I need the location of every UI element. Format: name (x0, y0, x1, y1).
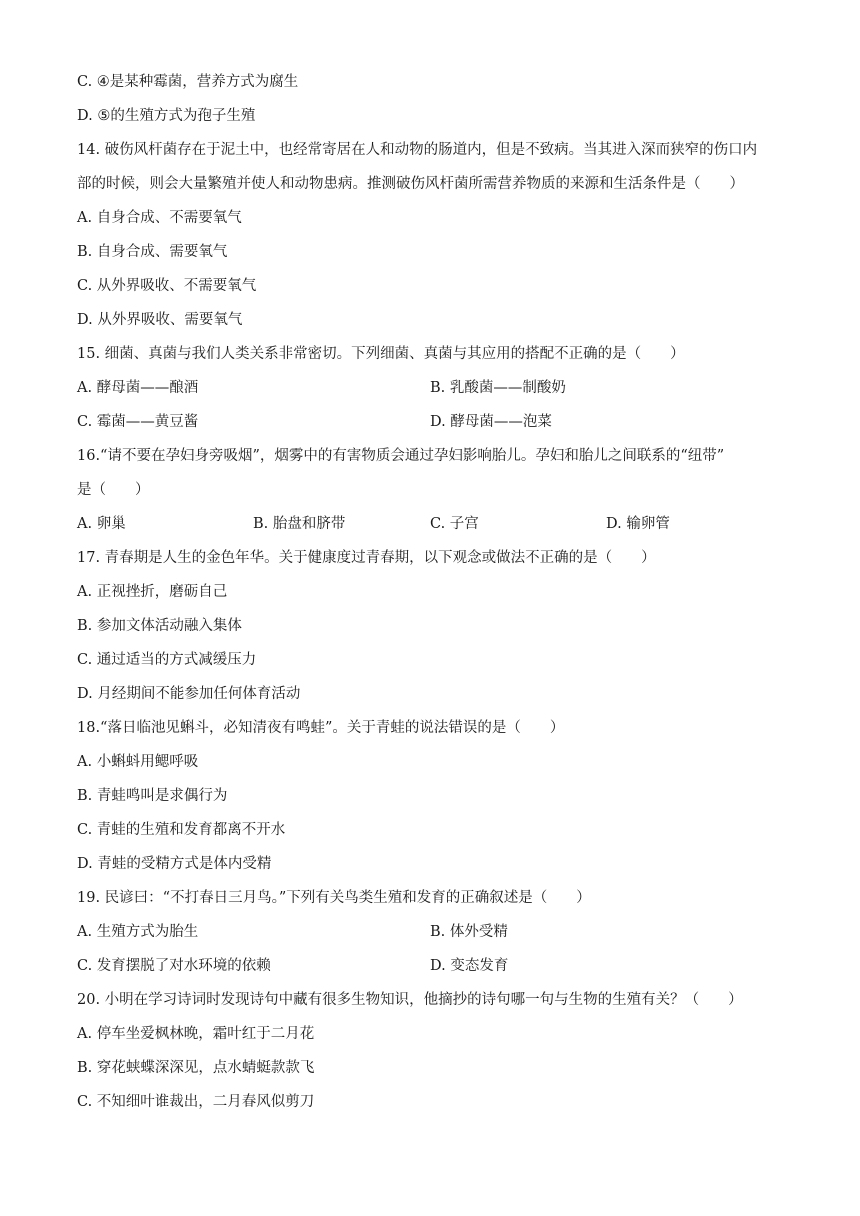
q15-option-c: C. 霉菌——黄豆酱 (77, 414, 199, 430)
q16-option-d: D. 输卵管 (606, 516, 670, 532)
q17-option-b: B. 参加文体活动融入集体 (77, 618, 242, 634)
q13-option-d: D. ⑤的生殖方式为孢子生殖 (77, 108, 256, 124)
q19-option-b: B. 体外受精 (430, 924, 508, 940)
q14-stem-line2: 部的时候，则会大量繁殖并使人和动物患病。推测破伤风杆菌所需营养物质的来源和生活条件是（ ） (77, 176, 744, 192)
q19-option-d: D. 变态发育 (430, 958, 509, 974)
q16-stem-line2: 是（ ） (77, 482, 150, 498)
q18-option-a: A. 小蝌蚪用鳃呼吸 (77, 754, 199, 770)
q19-stem: 19. 民谚曰：“不打春日三月鸟。”下列有关鸟类生殖和发育的正确叙述是（ ） (77, 890, 591, 906)
q14-option-d: D. 从外界吸收、需要氧气 (77, 312, 243, 328)
q16-stem-line1: 16.“请不要在孕妇身旁吸烟”，烟雾中的有害物质会通过孕妇影响胎儿。孕妇和胎儿之间联系的“纽带” (77, 448, 725, 464)
q16-option-a: A. 卵巢 (77, 516, 126, 532)
q15-option-a: A. 酵母菌——酿酒 (77, 380, 199, 396)
q18-option-b: B. 青蛙鸣叫是求偶行为 (77, 788, 228, 804)
q18-stem: 18.“落日临池见蝌斗，必知清夜有鸣蛙”。关于青蛙的说法错误的是（ ） (77, 720, 565, 736)
q16-option-b: B. 胎盘和脐带 (253, 516, 346, 532)
q20-option-a: A. 停车坐爱枫林晚，霜叶红于二月花 (77, 1026, 315, 1042)
q19-option-c: C. 发育摆脱了对水环境的依赖 (77, 958, 271, 974)
q15-option-d: D. 酵母菌——泡菜 (430, 414, 552, 430)
q17-option-d: D. 月经期间不能参加任何体育活动 (77, 686, 301, 702)
q14-option-c: C. 从外界吸收、不需要氧气 (77, 278, 257, 294)
q18-option-c: C. 青蛙的生殖和发育都离不开水 (77, 822, 286, 838)
q17-option-c: C. 通过适当的方式减缓压力 (77, 652, 257, 668)
q16-option-c: C. 子宫 (430, 516, 479, 532)
q14-option-a: A. 自身合成、不需要氧气 (77, 210, 242, 226)
q17-stem: 17. 青春期是人生的金色年华。关于健康度过青春期，以下观念或做法不正确的是（ ） (77, 550, 656, 566)
q14-option-b: B. 自身合成、需要氧气 (77, 244, 228, 260)
q15-option-b: B. 乳酸菌——制酸奶 (430, 380, 566, 396)
q15-stem: 15. 细菌、真菌与我们人类关系非常密切。下列细菌、真菌与其应用的搭配不正确的是（ ） (77, 346, 685, 362)
q18-option-d: D. 青蛙的受精方式是体内受精 (77, 856, 272, 872)
q20-stem: 20. 小明在学习诗词时发现诗句中藏有很多生物知识，他摘抄的诗句哪一句与生物的生殖有关？（ ） (77, 992, 743, 1008)
q20-option-b: B. 穿花蛱蝶深深见，点水蜻蜓款款飞 (77, 1060, 315, 1076)
q17-option-a: A. 正视挫折，磨砺自己 (77, 584, 228, 600)
q20-option-c: C. 不知细叶谁裁出，二月春风似剪刀 (77, 1094, 315, 1110)
q13-option-c: C. ④是某种霉菌，营养方式为腐生 (77, 74, 299, 90)
q19-option-a: A. 生殖方式为胎生 (77, 924, 199, 940)
q14-stem-line1: 14. 破伤风杆菌存在于泥土中，也经常寄居在人和动物的肠道内，但是不致病。当其进入深而狭窄的伤口内 (77, 142, 758, 158)
